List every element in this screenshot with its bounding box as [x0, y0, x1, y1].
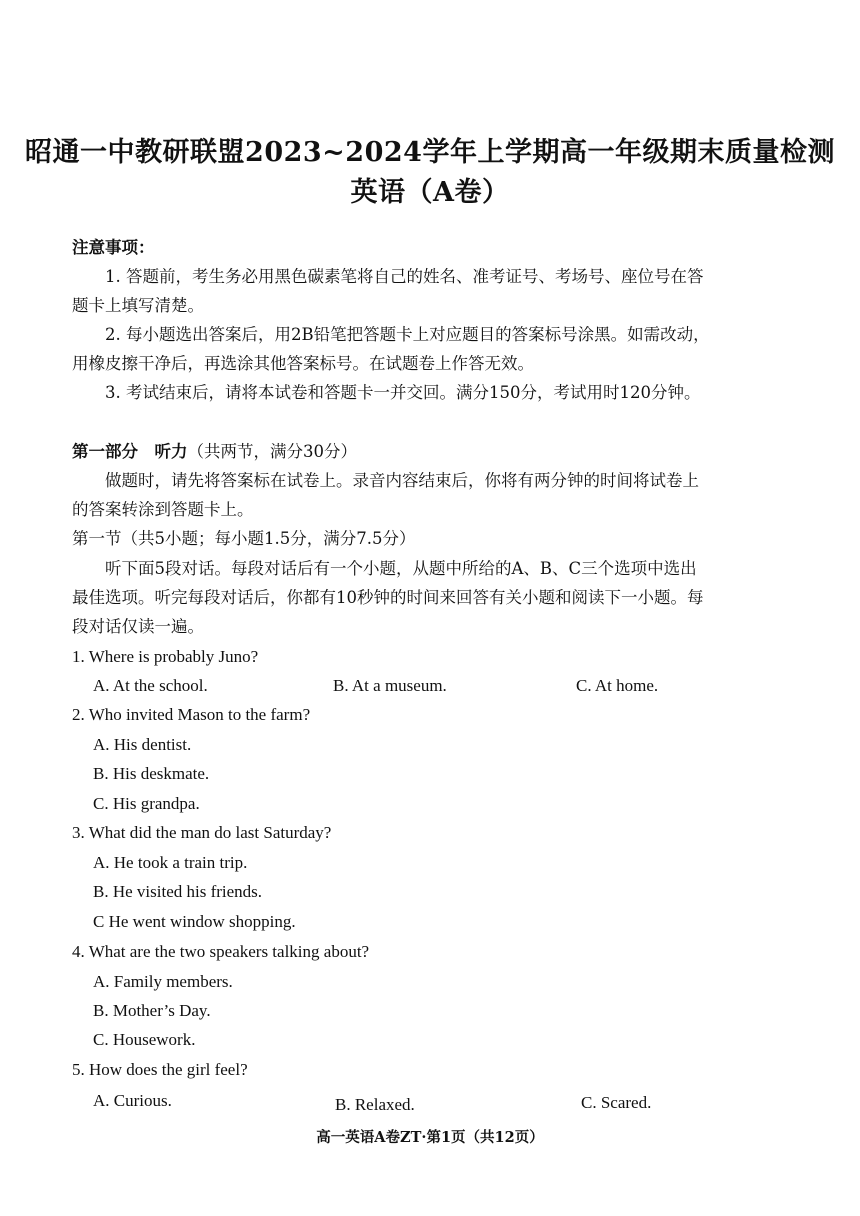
question-3-option-b: B. He visited his friends.	[93, 882, 263, 901]
notice-heading: 注意事项：	[72, 238, 155, 257]
notice-item-1-cont: 题卡上填写清楚。	[72, 296, 204, 315]
question-2-option-a: A. His dentist.	[93, 735, 192, 754]
part1-heading	[72, 440, 792, 464]
question-1-stem: 1. Where is probably Juno?	[72, 647, 259, 666]
page-footer: 高一英语A卷ZT·第1页（共12页）	[316, 1129, 544, 1146]
question-2-option-b: B. His deskmate.	[93, 764, 210, 783]
question-2-stem: 2. Who invited Mason to the farm?	[72, 705, 311, 724]
question-1-option-c: C. At home.	[576, 676, 659, 695]
question-4-stem: 4. What are the two speakers talking about?	[72, 942, 370, 961]
exam-title: 昭通一中教研联盟2023~2024学年上学期高一年级期末质量检测	[25, 137, 835, 168]
question-1-option-b: B. At a museum.	[333, 676, 447, 695]
question-3-stem: 3. What did the man do last Saturday?	[72, 823, 332, 842]
question-3-option-a: A. He took a train trip.	[93, 853, 248, 872]
question-2-option-c: C. His grandpa.	[93, 794, 200, 813]
part1-instruction-cont: 的答案转涂到答题卡上。	[72, 500, 254, 519]
section1-instruction-cont: 最佳选项。听完每段对话后，你都有10秒钟的时间来回答有关小题和阅读下一小题。每	[72, 588, 704, 607]
part1-heading-bold: 第一部分 听力	[72, 442, 188, 461]
part1-heading-rest: （共两节，满分30分）	[187, 442, 357, 461]
question-3-option-c: C He went window shopping.	[93, 912, 296, 931]
question-5-option-a: A. Curious.	[93, 1091, 172, 1110]
notice-item-3: 3. 考试结束后，请将本试卷和答题卡一并交回。满分150分，考试用时120分钟。	[105, 383, 701, 402]
notice-item-2: 2. 每小题选出答案后，用2B铅笔把答题卡上对应题目的答案标号涂黑。如需改动，	[105, 325, 710, 344]
part1-instruction: 做题时，请先将答案标在试卷上。录音内容结束后，你将有两分钟的时间将试卷上	[105, 471, 699, 490]
notice-item-1: 1. 答题前，考生务必用黑色碳素笔将自己的姓名、准考证号、考场号、座位号在答	[105, 267, 704, 286]
notice-item-2-cont: 用橡皮擦干净后，再选涂其他答案标号。在试题卷上作答无效。	[72, 354, 534, 373]
question-4-option-b: B. Mother’s Day.	[93, 1001, 211, 1020]
exam-subtitle: 英语（A卷）	[350, 177, 510, 208]
question-5-option-b: B. Relaxed.	[335, 1095, 415, 1114]
section1-instruction: 听下面5段对话。每段对话后有一个小题，从题中所给的A、B、C三个选项中选出	[105, 559, 697, 578]
question-4-option-c: C. Housework.	[93, 1030, 196, 1049]
question-5-stem: 5. How does the girl feel?	[72, 1060, 248, 1079]
question-4-option-a: A. Family members.	[93, 972, 233, 991]
question-5-option-c: C. Scared.	[581, 1093, 652, 1112]
section1-heading: 第一节（共5小题；每小题1.5分，满分7.5分）	[72, 529, 416, 548]
section1-instruction-end: 段对话仅读一遍。	[72, 617, 204, 636]
question-1-option-a: A. At the school.	[93, 676, 208, 695]
